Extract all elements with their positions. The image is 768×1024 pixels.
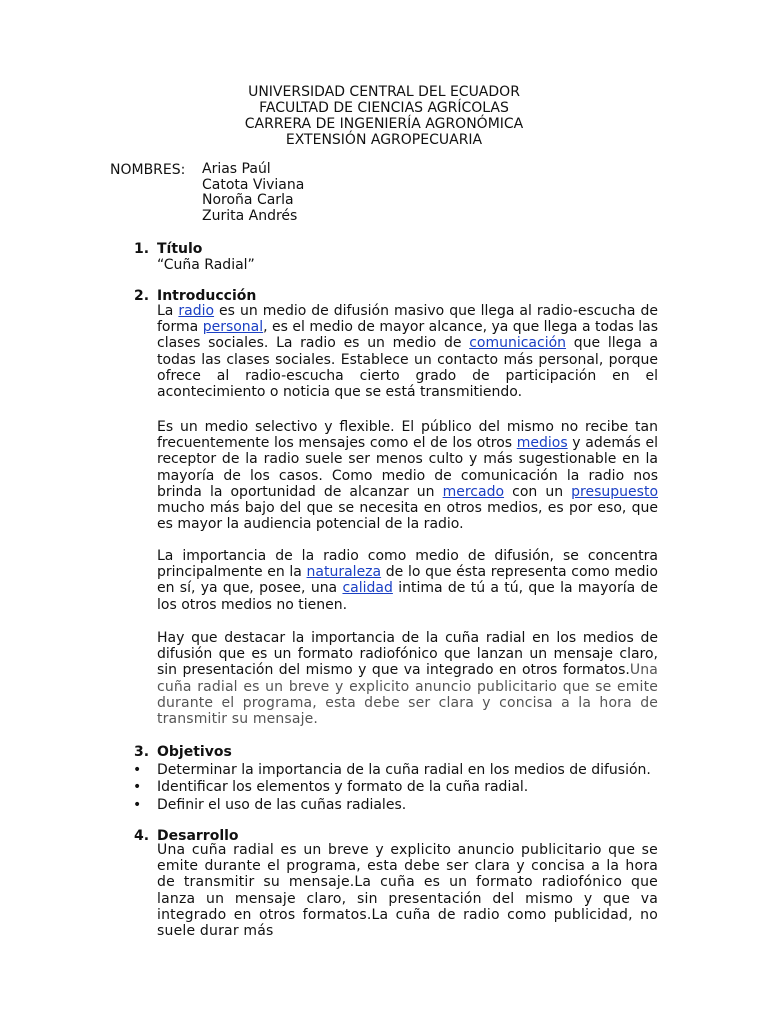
section-2-number: 2.: [134, 288, 150, 304]
link-comunicacion[interactable]: comunicación: [469, 335, 567, 352]
quoted-definition: Una cuña radial es un breve y explicito anuncio publicitario que se emite durante el programa, esta debe ser clara y concisa a la hora de transmitir su mensaje.: [157, 662, 658, 728]
text-run: con un: [504, 483, 572, 500]
section-4-title: Desarrollo: [157, 828, 239, 844]
link-medios[interactable]: medios: [516, 435, 568, 452]
link-mercado[interactable]: mercado: [442, 483, 505, 500]
intro-paragraph-2: [157, 419, 658, 532]
text-run: , es el medio de mayor alcance, ya que llega a todas las clases sociales. La radio es un medio de: [157, 319, 659, 352]
faculty-name: FACULTAD DE CIENCIAS AGRÍCOLAS: [259, 100, 509, 116]
text-run: Hay que destacar la importancia de la cuña radial en los medios de difusión que es un formato radiofónico que lanzan un mensaje claro, sin presentación del mismo y que va integrado en otros formatos.: [157, 630, 658, 679]
text-run: y además el receptor de la radio suele ser menos culto y más sugestionable en la mayoría de los casos. Como medio de comunicación la radio nos brinda la oportunidad de alcanzar un: [157, 435, 658, 500]
document-header: [0, 84, 768, 148]
section-1-content: “Cuña Radial”: [157, 257, 255, 273]
link-personal[interactable]: personal: [202, 319, 264, 336]
section-1-number: 1.: [134, 241, 150, 257]
section-2-title: Introducción: [157, 288, 257, 304]
university-name: UNIVERSIDAD CENTRAL DEL ECUADOR: [248, 84, 520, 100]
objective-item: Identificar los elementos y formato de la cuña radial.: [157, 779, 529, 795]
section-3-number: 3.: [134, 744, 150, 760]
names-list: [202, 162, 304, 224]
text-run: Es un medio selectivo y flexible. El público del mismo no recibe tan frecuentemente los mensajes como el de los otros: [157, 419, 658, 452]
text-run: intima de tú a tú, que la mayoría de los otros medios no tienen.: [157, 580, 658, 613]
text-run: La: [157, 303, 179, 319]
bullet-icon: •: [133, 797, 142, 813]
subject-name: EXTENSIÓN AGROPECUARIA: [285, 132, 483, 148]
text-run: mucho más bajo del que se necesita en otros medios, es por eso, que es mayor la audiencia potencial de la radio.: [157, 500, 658, 533]
text-run: de lo que ésta representa como medio en sí, ya que, posee, una: [157, 564, 658, 597]
intro-paragraph-3: [157, 548, 658, 613]
link-calidad[interactable]: calidad: [342, 580, 393, 597]
name-item: Catota Viviana: [202, 176, 305, 193]
link-presupuesto[interactable]: presupuesto: [571, 483, 659, 500]
text-run: es un medio de difusión masivo que llega al radio-escucha de forma: [157, 303, 658, 336]
link-naturaleza[interactable]: naturaleza: [306, 564, 382, 581]
objective-item: Definir el uso de las cuñas radiales.: [157, 797, 407, 813]
name-item: Noroña Carla: [202, 192, 294, 209]
intro-paragraph-4: [157, 630, 658, 727]
intro-paragraph-1: [157, 303, 658, 400]
section-4-number: 4.: [134, 828, 150, 844]
bullet-icon: •: [133, 779, 142, 795]
development-paragraph-1: Una cuña radial es un breve y explicito anuncio publicitario que se emite durante el programa, esta debe ser clara y concisa a la hora de transmitir su mensaje.La cuña es un formato radiofónico que lanza un mensaje claro, sin presentación del mismo y que va integrado en otros formatos.La cuña de radio como publicidad, no suele durar más: [157, 842, 658, 940]
text-run: La importancia de la radio como medio de difusión, se concentra principalmente en la: [157, 548, 658, 581]
link-radio[interactable]: radio: [178, 303, 215, 319]
section-3-title: Objetivos: [157, 744, 232, 760]
text-run: que llega a todas las clases sociales. Establece un contacto más personal, porque ofrece al radio-escucha cierto grado de participación en el acontecimiento o noticia que se está transmitiendo.: [157, 335, 658, 401]
bullet-icon: •: [133, 762, 142, 778]
objective-item: Determinar la importancia de la cuña radial en los medios de difusión.: [157, 762, 651, 778]
section-1-title: Título: [157, 241, 203, 257]
name-item: Zurita Andrés: [202, 207, 298, 224]
career-name: CARRERA DE INGENIERÍA AGRONÓMICA: [244, 116, 524, 132]
names-label: NOMBRES:: [110, 162, 186, 178]
name-item: Arias Paúl: [202, 161, 271, 177]
